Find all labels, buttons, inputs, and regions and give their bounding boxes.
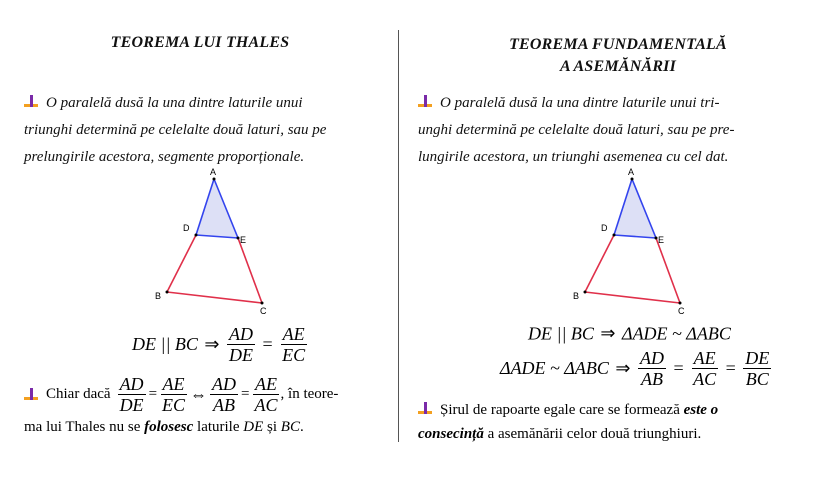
point-a-label: A xyxy=(628,167,635,177)
right-paragraph xyxy=(418,90,818,171)
point-d-label: D xyxy=(601,223,608,233)
bullet-icon xyxy=(418,95,434,109)
left-formula-1: DE || BC ⇒ $\frac{AD}{DE}$ = $\frac{AE}{EC}$ xyxy=(132,324,306,365)
point-d-label: D xyxy=(183,223,190,233)
right-formula-1: DE || BC ⇒ ΔADE ~ ΔABC xyxy=(528,323,731,344)
point-c-label: C xyxy=(260,306,267,315)
right-column xyxy=(400,0,836,480)
left-title: TEOREMA LUI THALES xyxy=(110,34,290,51)
right-title-line-2: A ASEMĂNĂRII xyxy=(559,58,677,75)
point-a-label: A xyxy=(210,167,217,177)
bullet-icon xyxy=(24,95,40,109)
right-title-line-1: TEOREMA FUNDAMENTALĂ xyxy=(509,36,727,53)
point-b-label: B xyxy=(573,291,580,301)
right-title xyxy=(400,34,836,78)
bullet-icon xyxy=(418,402,434,416)
right-triangle-diagram xyxy=(568,165,698,315)
left-triangle-diagram xyxy=(150,165,280,315)
point-b-label: B xyxy=(155,291,162,301)
bullet-icon xyxy=(24,388,40,402)
right-para-line-2: unghi determină pe celelalte două laturi, sau pe pre- xyxy=(418,122,735,138)
right-note: Șirul de rapoarte egale care se formează este o consecință a asemănării celor două triunghiuri. xyxy=(418,402,719,442)
left-paragraph xyxy=(24,90,394,171)
point-e-label: E xyxy=(658,235,665,245)
left-note: Chiar dacă $\frac{AD}{DE}$ = $\frac{AE}{EC}$ ⇔ $\frac{AD}{AB}$ = $\frac{AE}{AC}$ , în teore- ma lui Thales nu se folosesc laturile DE și BC. xyxy=(24,374,339,435)
left-para-line-3: prelungirile acestora, segmente proporționale. xyxy=(24,149,305,165)
point-e-label: E xyxy=(240,235,247,245)
left-para-line-1: O paralelă dusă la una dintre laturile unui xyxy=(24,90,394,117)
right-para-line-3: lungirile acestora, un triunghi asemenea cu cel dat. xyxy=(418,149,729,165)
left-column xyxy=(0,0,400,480)
right-formula-2: ΔADE ~ ΔABC ⇒ $\frac{AD}{AB}$ = $\frac{AE}{AC}$ = $\frac{DE}{BC}$ xyxy=(500,348,770,389)
right-para-line-1: O paralelă dusă la una dintre laturile unui tri- xyxy=(418,90,818,117)
point-c-label: C xyxy=(678,306,685,315)
left-para-line-2: triunghi determină pe celelalte două laturi, sau pe xyxy=(24,122,327,138)
